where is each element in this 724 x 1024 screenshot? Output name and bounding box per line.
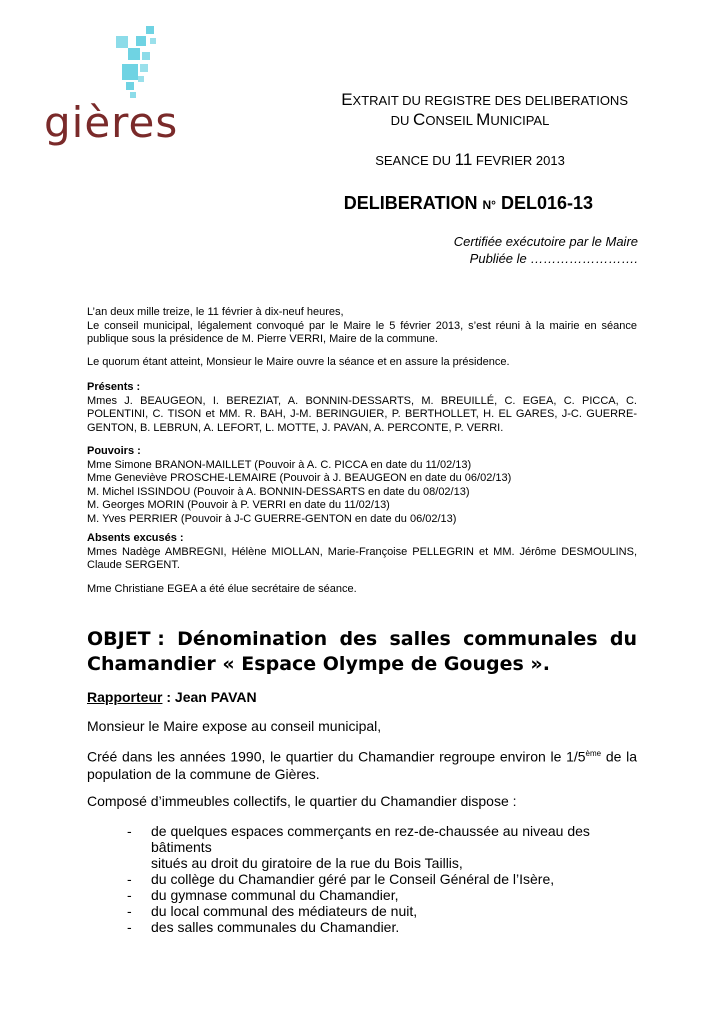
logo-square [136,36,146,46]
pouvoir-item: M. Georges MORIN (Pouvoir à P. VERRI en date du 11/02/13) [87,499,390,511]
logo-square [122,64,138,80]
list-item-text: du local communal des médiateurs de nuit, [151,903,418,919]
logo-square [146,26,154,34]
logo-square [138,76,144,82]
rapporteur-label: Rapporteur [87,689,163,705]
header-text: UNICIPAL [490,113,550,128]
logo-square [126,82,134,90]
delib-code: DEL016-13 [495,193,593,213]
bullet-list [127,823,639,935]
absents-label: Absents excusés : [87,532,184,544]
rapporteur-name: Jean PAVAN [174,689,257,705]
header-title-line2 [300,110,640,130]
list-item [127,823,639,855]
presents-section [87,381,637,435]
paragraph-text: Créé dans les années 1990, le quartier du Chamandier regroupe environ le 1/5 [87,748,586,765]
superscript: ème [585,749,602,758]
list-item-continuation: situés au droit du giratoire de la rue du Bois Taillis, [151,855,463,871]
dash-bullet: - [127,871,132,887]
list-item-text: des salles communales du Chamandier. [151,919,400,935]
certification-block [454,233,638,267]
delib-n: N° [482,198,496,212]
logo-square [142,52,150,60]
seance-text: SEANCE DU [375,153,455,168]
dash-bullet: - [127,823,132,839]
pouvoirs-label: Pouvoirs : [87,445,141,457]
list-item-text [151,823,639,855]
intro-line1: L’an deux mille treize, le 11 février à dix-neuf heures, [87,306,344,318]
presents-list: Mmes J. BEAUGEON, I. BEREZIAT, A. BONNIN-DESSARTS, M. BREUILLÉ, C. EGEA, C. PICCA, C. POLENTINI, C. TISON et MM. R. BAH, J-M. BERINGUIER, P. BERTHOLLET, H. EL GARES, J-C. GUERRE-GENTON, B. LEBRUN, A. LEFORT, L. MOTTE, J. PAVAN, A. PERCONTE, P. VERRI. [87,394,637,434]
header-initial: C [413,110,426,129]
logo-square [116,36,128,48]
pouvoirs-section [87,445,637,526]
list-item-text: du gymnase communal du Chamandier, [151,887,399,903]
rapporteur-sep: : [162,689,175,705]
dash-bullet: - [127,919,132,935]
objet-word: communales [463,628,598,650]
pouvoir-item: Mme Geneviève PROSCHE-LEMAIRE (Pouvoir à J. BEAUGEON en date du 06/02/13) [87,472,512,484]
objet-line2: Chamandier « Espace Olympe de Gouges ». [87,653,550,675]
pouvoir-item: M. Yves PERRIER (Pouvoir à J-C GUERRE-GENTON en date du 06/02/13) [87,512,457,525]
paragraph-chamandier [87,745,637,783]
objet-word: des [339,628,378,650]
list-item-line: de quelques espaces commerçants en rez-de-chaussée au niveau des bâtiments [151,823,590,855]
secretaire-text: Mme Christiane EGEA a été élue secrétaire de séance. [87,583,357,595]
intro-paragraph [87,306,637,347]
gieres-logo [40,20,180,170]
objet-line1 [87,627,637,652]
logo-wordmark: gières [44,98,179,147]
objet-word: OBJET : [87,628,165,650]
pouvoir-item: M. Michel ISSINDOU (Pouvoir à A. BONNIN-DESSARTS en date du 08/02/13) [87,485,470,498]
seance-date [300,150,640,170]
certification-line1: Certifiée exécutoire par le Maire [453,234,638,249]
dash-bullet: - [127,887,132,903]
delib-text: DELIBERATION [343,193,483,213]
header-text: DU [390,113,414,128]
header-text: ONSEIL [425,113,477,128]
rapporteur-line [87,689,637,706]
objet-heading [87,627,637,677]
header-initial: M [476,110,491,129]
deliberation-number [344,193,593,214]
header-initial: E [341,90,353,109]
paragraph-expose: Monsieur le Maire expose au conseil municipal, [87,718,382,734]
paragraph-dispose: Composé d’immeubles collectifs, le quartier du Chamandier dispose : [87,793,517,809]
header-title-line1 [341,90,628,110]
quorum-text: Le quorum étant atteint, Monsieur le Maire ouvre la séance et en assure la présidence. [87,356,510,368]
header-text: XTRAIT DU REGISTRE DES DELIBERATIONS [352,93,628,108]
list-item [127,887,639,903]
logo-square [128,48,140,60]
pouvoir-item: Mme Simone BRANON-MAILLET (Pouvoir à A. C. PICCA en date du 11/02/13) [87,458,472,471]
absents-list: Mmes Nadège AMBREGNI, Hélène MIOLLAN, Marie-Françoise PELLEGRIN et MM. Jérôme DESMOULINS, Claude SERGENT. [87,545,637,571]
objet-word: Dénomination [177,628,328,650]
certification-line2: Publiée le ……………………. [469,251,638,266]
logo-square [140,64,148,72]
logo-square [150,38,156,44]
list-item-text: du collège du Chamandier géré par le Conseil Général de l’Isère, [151,871,555,887]
objet-word: du [609,628,637,650]
presents-label: Présents : [87,381,141,393]
dash-bullet: - [127,903,132,919]
list-item [127,919,639,935]
absents-section [87,532,637,573]
list-item [127,903,639,919]
seance-text: FEVRIER 2013 [472,153,565,168]
objet-word: salles [389,628,451,650]
list-item [127,871,639,887]
seance-day: 11 [454,150,473,169]
intro-line2: Le conseil municipal, légalement convoqué par le Maire le 5 février 2013, s’est réuni à la mairie en séance publique sous la présidence de M. Pierre VERRI, Maire de la commune. [87,319,637,345]
paragraph-text: de la population de la commune de Gières. [87,748,637,782]
